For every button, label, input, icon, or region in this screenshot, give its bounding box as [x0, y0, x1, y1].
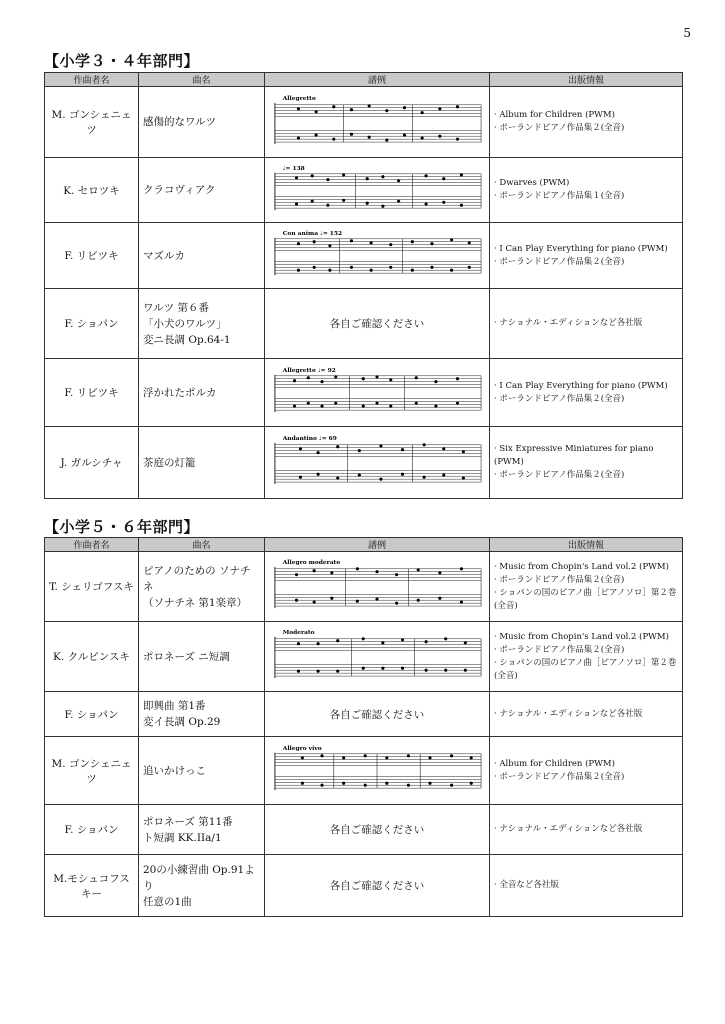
publication-line: · ポーランドピアノ作品集２(全音) — [494, 574, 625, 585]
title-cell — [139, 805, 265, 855]
score-tempo: ♩= 138 — [282, 164, 305, 172]
bar-lines — [334, 754, 481, 788]
table-row — [45, 692, 683, 737]
title-line: 追いかけっこ — [143, 764, 206, 777]
publication-cell — [490, 622, 683, 692]
publication-line: · I Can Play Everything for piano (PWM) — [494, 380, 668, 391]
publication-line: · ショパンの国のピアノ曲［ピアノソロ］第２巻 — [494, 657, 677, 668]
publication-line: · Album for Children (PWM) — [494, 110, 615, 120]
staff-lines — [275, 445, 481, 482]
score-example-cell — [265, 622, 490, 692]
title-cell — [139, 692, 265, 737]
score-example-cell — [265, 158, 490, 223]
composer-cell: F. リビツキ — [45, 359, 139, 427]
title-line: 変イ長調 Op.29 — [143, 716, 221, 728]
please-check-note: 各自ご確認ください — [265, 855, 490, 917]
publication-cell — [490, 692, 683, 737]
please-check-note: 各自ご確認ください — [265, 289, 490, 359]
composer-cell: F. ショパン — [45, 289, 139, 359]
staff-lines — [275, 754, 481, 788]
title-cell — [139, 359, 265, 427]
title-line: マズルカ — [143, 249, 185, 262]
composer-cell: M.モシュコフスキー — [45, 855, 139, 917]
score-snippet — [269, 163, 485, 218]
header-publication: 出版情報 — [490, 73, 683, 87]
title-line: ワルツ 第６番 — [143, 301, 210, 314]
note-heads — [301, 754, 473, 787]
publication-line: · Six Expressive Miniatures for piano — [494, 444, 654, 454]
composer-cell: K. セロツキ — [45, 158, 139, 223]
score-example-cell — [265, 87, 490, 158]
publication-line: (全音) — [494, 670, 518, 681]
bar-lines — [344, 104, 481, 141]
table-row — [45, 737, 683, 805]
publication-line: · ナショナル・エディションなど各社版 — [494, 708, 643, 719]
staff-lines — [275, 239, 481, 273]
staff-lines — [275, 639, 481, 676]
score-snippet — [269, 365, 485, 420]
header-composer: 作曲者名 — [45, 73, 139, 87]
publication-line: · ポーランドピアノ作品集２(全音) — [494, 393, 625, 404]
section-title-grade-5-6: 【小学５・６年部門】 — [44, 518, 200, 536]
publication-cell — [490, 87, 683, 158]
note-heads — [295, 567, 463, 605]
publication-cell — [490, 223, 683, 289]
title-line: 茶庭の灯籠 — [143, 456, 196, 469]
publication-line: (全音) — [494, 600, 518, 611]
page-number: 5 — [683, 26, 691, 40]
title-cell — [139, 737, 265, 805]
bar-lines — [351, 639, 481, 676]
publication-line: · Music from Chopin's Land vol.2 (PWM) — [494, 561, 669, 572]
staff-lines — [275, 104, 481, 141]
publication-line: · ポーランドピアノ作品集２(全音) — [494, 123, 625, 133]
table-header-row — [45, 538, 683, 552]
publication-cell — [490, 427, 683, 499]
note-heads — [297, 238, 471, 272]
title-line: クラコヴィアク — [143, 184, 216, 196]
composer-cell: F. ショパン — [45, 692, 139, 737]
table-row — [45, 289, 683, 359]
title-line: 浮かれたポルカ — [143, 386, 217, 399]
header-publication: 出版情報 — [490, 538, 683, 552]
publication-line: · I Can Play Everything for piano (PWM) — [494, 243, 668, 254]
composer-cell: J. ガルシチャ — [45, 427, 139, 499]
score-snippet — [269, 627, 485, 686]
staff-lines — [275, 569, 481, 606]
score-tempo: Moderato — [282, 628, 315, 636]
composer-cell: M. ゴンシェニェツ — [45, 87, 139, 158]
score-example-cell — [265, 359, 490, 427]
score-example-cell — [265, 223, 490, 289]
composer-cell: F. リビツキ — [45, 223, 139, 289]
score-tempo: Allegro moderato — [282, 558, 341, 566]
publication-line: · ポーランドピアノ作品集２(全音) — [494, 470, 625, 480]
publication-cell — [490, 359, 683, 427]
title-cell — [139, 552, 265, 622]
publication-cell — [490, 158, 683, 223]
title-cell — [139, 855, 265, 917]
title-line: ト短調 KK.IIa/1 — [143, 831, 222, 844]
publication-line: · Dwarves (PWM) — [494, 178, 570, 188]
title-line: ピアノのための ソナチネ — [143, 564, 251, 593]
publication-line: · Album for Children (PWM) — [494, 758, 615, 769]
score-snippet — [269, 228, 485, 283]
title-cell — [139, 427, 265, 499]
please-check-note: 各自ご確認ください — [265, 692, 490, 737]
bar-lines — [355, 173, 481, 207]
table-row — [45, 223, 683, 289]
table-row — [45, 359, 683, 427]
title-cell — [139, 289, 265, 359]
table-row — [45, 87, 683, 158]
score-snippet — [269, 743, 485, 798]
publication-line: · ポーランドピアノ作品集２(全音) — [494, 644, 625, 655]
title-line: 「小犬のワルツ」 — [143, 317, 227, 330]
section-title-grade-3-4: 【小学３・４年部門】 — [44, 52, 200, 70]
title-line: 20の小練習曲 Op.91より — [143, 863, 255, 892]
title-line: ポロネーズ ニ短調 — [143, 650, 230, 663]
score-tempo: Allegro vivo — [282, 744, 322, 752]
header-score-example: 譜例 — [265, 73, 490, 87]
repertoire-table-grade-3-4 — [44, 72, 683, 499]
composer-cell: K. クルピンスキ — [45, 622, 139, 692]
title-line: 任意の1曲 — [143, 895, 192, 908]
header-title: 曲名 — [139, 538, 265, 552]
header-score-example: 譜例 — [265, 538, 490, 552]
score-example-cell — [265, 427, 490, 499]
bar-lines — [348, 445, 482, 482]
score-snippet — [269, 433, 485, 492]
score-snippet — [269, 93, 485, 152]
bar-lines — [340, 239, 481, 273]
table-row — [45, 427, 683, 499]
publication-line: · ポーランドピアノ作品集２(全音) — [494, 771, 625, 782]
publication-line: · ナショナル・エディションなど各社版 — [494, 824, 643, 834]
note-heads — [295, 173, 463, 208]
title-line: （ソナチネ 第1楽章） — [143, 596, 248, 609]
composer-cell: F. ショパン — [45, 805, 139, 855]
score-tempo: Allegretto ♩= 92 — [282, 366, 336, 374]
publication-line: · ポーランドピアノ作品集２(全音) — [494, 256, 625, 267]
bar-lines — [346, 569, 481, 606]
title-cell — [139, 158, 265, 223]
publication-line: · ナショナル・エディションなど各社版 — [494, 318, 643, 328]
title-line: 変ニ長調 Op.64-1 — [143, 333, 231, 346]
staff-lines — [275, 376, 481, 410]
composer-cell: M. ゴンシェニェツ — [45, 737, 139, 805]
publication-line: (PWM) — [494, 457, 524, 467]
publication-cell — [490, 552, 683, 622]
score-snippet — [269, 557, 485, 616]
please-check-note: 各自ご確認ください — [265, 805, 490, 855]
title-cell — [139, 223, 265, 289]
header-title: 曲名 — [139, 73, 265, 87]
publication-line: · 全音など各社版 — [494, 880, 559, 890]
table-header-row — [45, 73, 683, 87]
publication-cell — [490, 737, 683, 805]
table-row — [45, 552, 683, 622]
score-tempo: Con anima ♩= 152 — [282, 229, 343, 237]
score-tempo: Allegretto — [282, 94, 316, 102]
table-row — [45, 855, 683, 917]
title-line: ポロネーズ 第11番 — [143, 815, 233, 828]
table-row — [45, 805, 683, 855]
publication-line: · ポーランドピアノ作品集１(全音) — [494, 191, 625, 201]
header-composer: 作曲者名 — [45, 538, 139, 552]
title-line: 即興曲 第1番 — [143, 700, 206, 712]
table-row — [45, 622, 683, 692]
publication-line: · Music from Chopin's Land vol.2 (PWM) — [494, 631, 669, 642]
table-row — [45, 158, 683, 223]
repertoire-table-grade-5-6 — [44, 537, 683, 917]
bar-lines — [350, 376, 482, 410]
staff-lines — [275, 173, 481, 207]
note-heads — [299, 443, 465, 481]
note-heads — [293, 375, 459, 408]
title-cell — [139, 622, 265, 692]
title-line: 感傷的なワルツ — [143, 116, 217, 128]
publication-cell — [490, 855, 683, 917]
score-tempo: Andantino ♩= 69 — [282, 434, 337, 442]
composer-cell: T. シェリゴフスキ — [45, 552, 139, 622]
score-example-cell — [265, 552, 490, 622]
publication-cell — [490, 805, 683, 855]
title-cell — [139, 87, 265, 158]
score-example-cell — [265, 737, 490, 805]
publication-cell — [490, 289, 683, 359]
publication-line: · ショパンの国のピアノ曲［ピアノソロ］第２巻 — [494, 587, 677, 598]
